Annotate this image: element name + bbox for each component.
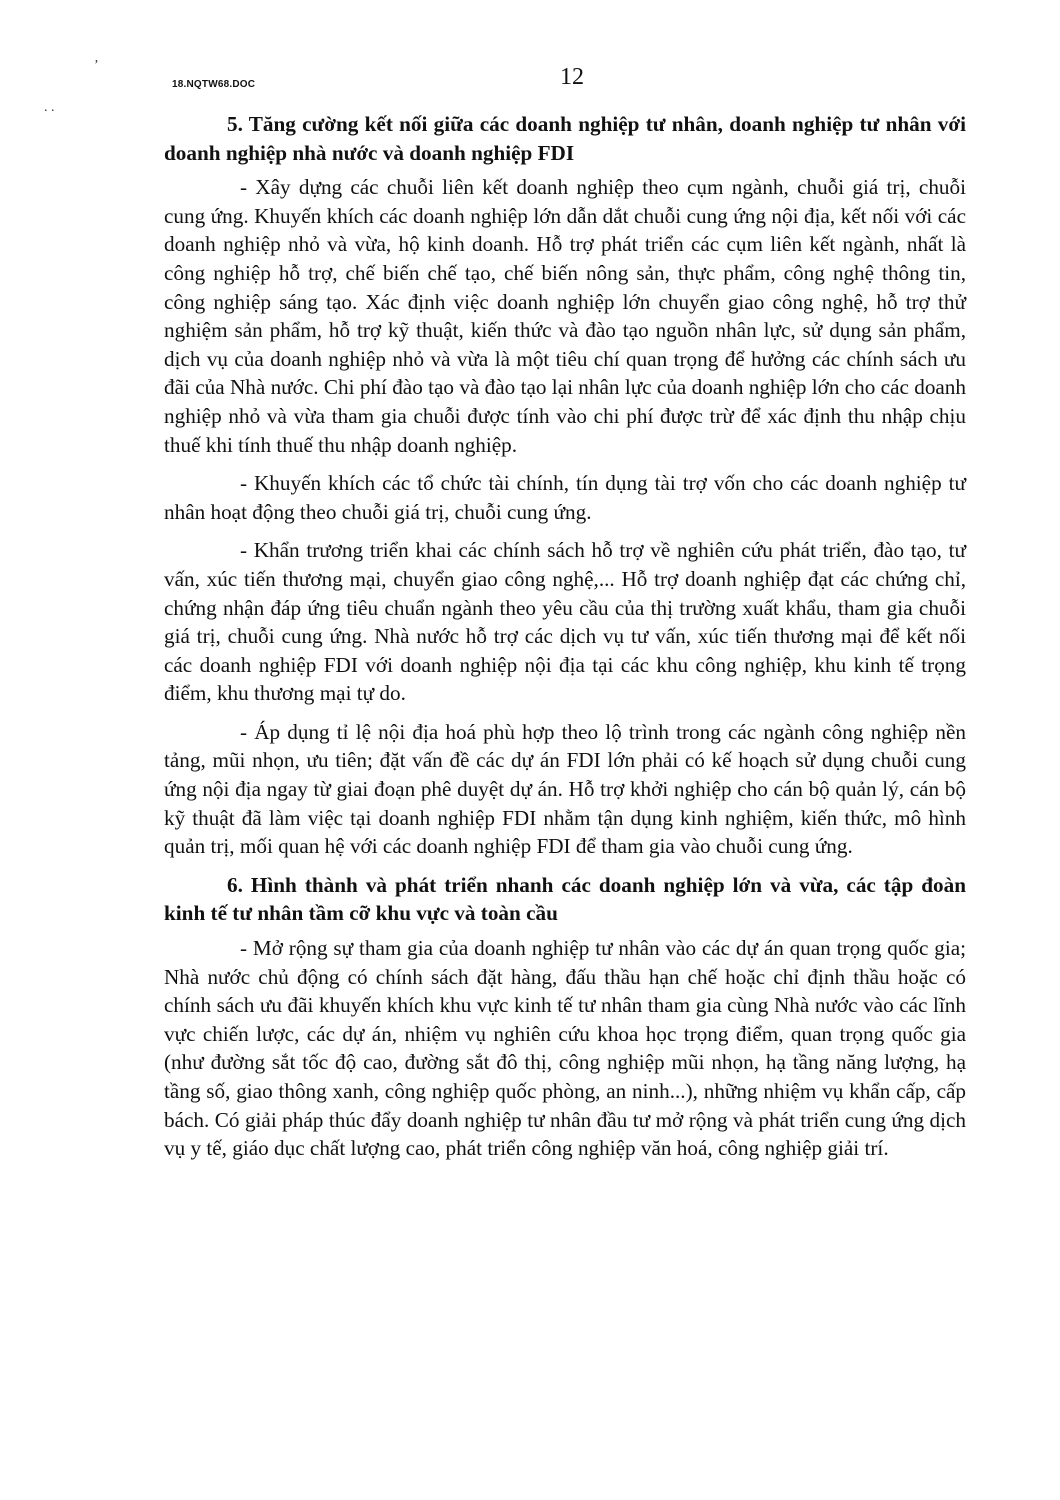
- paragraph: - Khẩn trương triển khai các chính sách hỗ trợ về nghiên cứu phát triển, đào tạo, tư vấn, xúc tiến thương mại, chuyển giao công nghệ,... Hỗ trợ doanh nghiệp đạt các chứng chỉ, chứng nhận đáp ứng tiêu chuẩn ngành theo yêu cầu của thị trường xuất khẩu, tham gia chuỗi giá trị, chuỗi cung ứng. Nhà nước hỗ trợ các dịch vụ tư vấn, xúc tiến thương mại để kết nối các doanh nghiệp FDI với doanh nghiệp nội địa tại các khu công nghiệp, khu kinh tế trọng điểm, khu thương mại tự do.: [164, 538, 966, 706]
- scan-mark: ʼ: [94, 58, 99, 73]
- section-heading: 6. Hình thành và phát triển nhanh các doanh nghiệp lớn và vừa, các tập đoàn kinh tế tư nhân tầm cỡ khu vực và toàn cầu: [164, 872, 966, 926]
- paragraph: - Áp dụng tỉ lệ nội địa hoá phù hợp theo lộ trình trong các ngành công nghiệp nền tảng, mũi nhọn, ưu tiên; đặt vấn đề các dự án FDI lớn phải có kế hoạch sử dụng chuỗi cung ứng nội địa ngay từ giai đoạn phê duyệt dự án. Hỗ trợ khởi nghiệp cho cán bộ quản lý, cán bộ kỹ thuật đã làm việc tại doanh nghiệp FDI nhằm tận dụng kinh nghiệm, kiến thức, mô hình quản trị, mối quan hệ với các doanh nghiệp FDI để tham gia vào chuỗi cung ứng.: [164, 719, 966, 859]
- scan-mark: . .: [44, 100, 55, 115]
- paragraph: - Khuyến khích các tổ chức tài chính, tín dụng tài trợ vốn cho các doanh nghiệp tư nhân hoạt động theo chuỗi giá trị, chuỗi cung ứng.: [164, 471, 966, 524]
- section-heading: 5. Tăng cường kết nối giữa các doanh nghiệp tư nhân, doanh nghiệp tư nhân với doanh nghiệp nhà nước và doanh nghiệp FDI: [164, 112, 966, 165]
- file-reference: 18.NQTW68.DOC: [172, 79, 256, 90]
- paragraph: - Mở rộng sự tham gia của doanh nghiệp tư nhân vào các dự án quan trọng quốc gia; Nhà nước chủ động có chính sách đặt hàng, đấu thầu hạn chế hoặc chỉ định thầu hoặc có chính sách ưu đãi khuyến khích khu vực kinh tế tư nhân tham gia cùng Nhà nước vào các lĩnh vực chiến lược, các dự án, nhiệm vụ nghiên cứu khoa học trọng điểm, quan trọng quốc gia (như đường sắt tốc độ cao, đường sắt đô thị, công nghiệp mũi nhọn, hạ tầng năng lượng, hạ tầng số, giao thông xanh, công nghiệp quốc phòng, an ninh...), những nhiệm vụ khẩn cấp, cấp bách. Có giải pháp thúc đẩy doanh nghiệp tư nhân đầu tư mở rộng và phát triển cung ứng dịch vụ y tế, giáo dục chất lượng cao, phát triển công nghiệp văn hoá, công nghiệp giải trí.: [164, 936, 966, 1161]
- paragraph: - Xây dựng các chuỗi liên kết doanh nghiệp theo cụm ngành, chuỗi giá trị, chuỗi cung ứng. Khuyến khích các doanh nghiệp lớn dẫn dắt chuỗi cung ứng nội địa, kết nối với các doanh nghiệp nhỏ và vừa, hộ kinh doanh. Hỗ trợ phát triển các cụm liên kết ngành, nhất là công nghiệp hỗ trợ, chế biến chế tạo, chế biến nông sản, thực phẩm, công nghệ thông tin, công nghiệp sáng tạo. Xác định việc doanh nghiệp lớn chuyển giao công nghệ, hỗ trợ thử nghiệm sản phẩm, hỗ trợ kỹ thuật, kiến thức và đào tạo nguồn nhân lực, sử dụng sản phẩm, dịch vụ của doanh nghiệp nhỏ và vừa là một tiêu chí quan trọng để hưởng các chính sách ưu đãi của Nhà nước. Chi phí đào tạo và đào tạo lại nhân lực của doanh nghiệp lớn cho các doanh nghiệp nhỏ và vừa tham gia chuỗi được tính vào chi phí được trừ để xác định thu nhập chịu thuế khi tính thuế thu nhập doanh nghiệp.: [164, 175, 966, 457]
- page-number: 12: [560, 64, 584, 90]
- document-body: [164, 110, 966, 1163]
